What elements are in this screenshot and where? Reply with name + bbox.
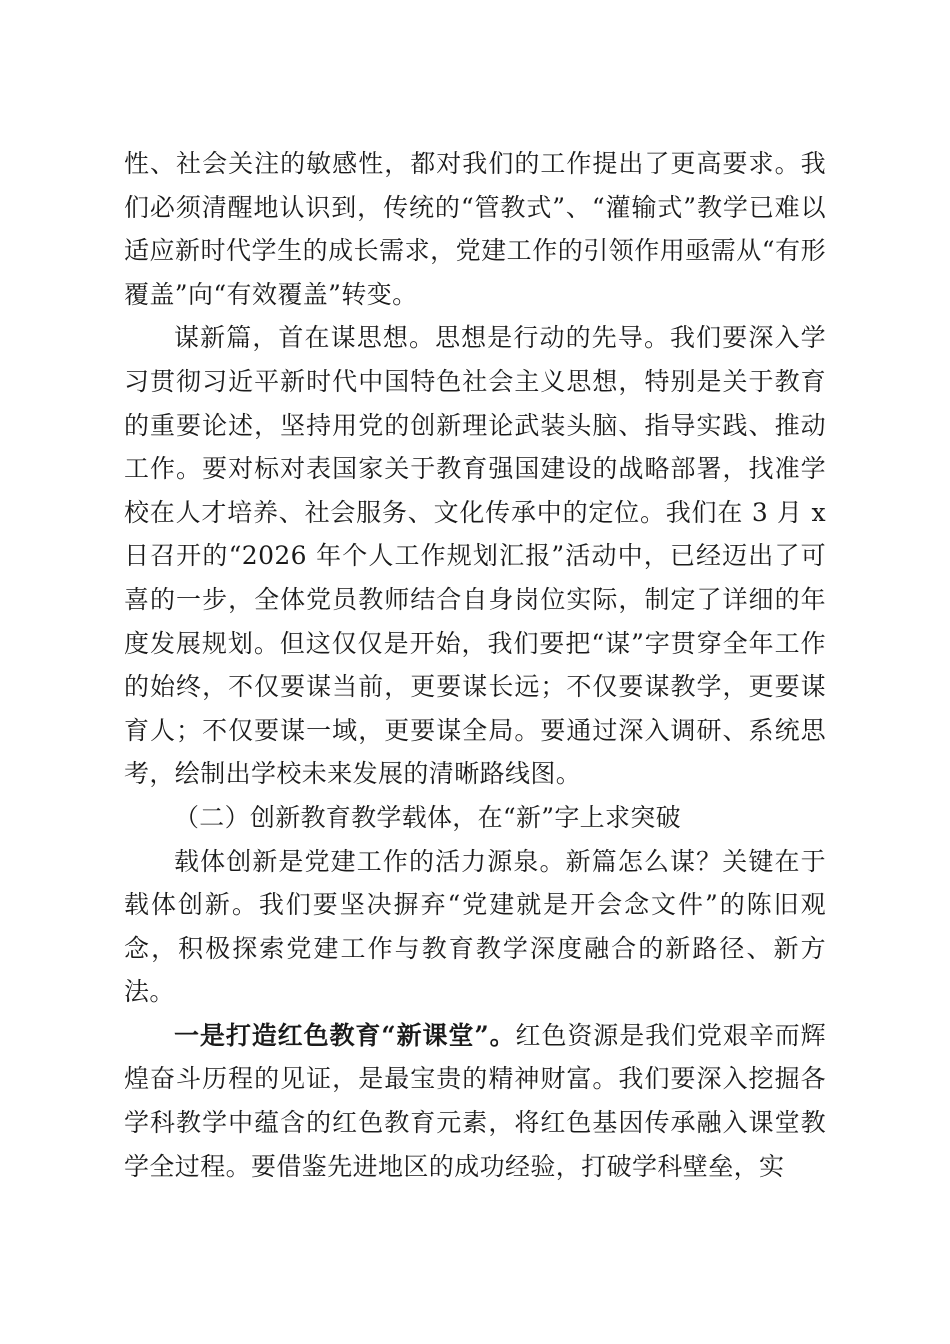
paragraph-body: 红色资源是我们党艰辛而辉煌奋斗历程的见证，是最宝贵的精神财富。我们要深入挖掘各学科教学中蕴含的红色教育元素，将红色基因传承融入课堂教学全过程。要借鉴先进地区的成功经验，打破学科壁垒，实 <box>124 1020 826 1181</box>
document-page <box>124 142 826 1188</box>
section-heading-2: （二）创新教育教学载体，在“新”字上求突破 <box>174 802 681 832</box>
paragraph-strategy-thinking: 谋新篇，首在谋思想。思想是行动的先导。我们要深入学习贯彻习近平新时代中国特色社会主义思想，特别是关于教育的重要论述，坚持用党的创新理论武装头脑、指导实践、推动工作。要对标对表国家关于教育强国建设的战略部署，找准学校在人才培养、社会服务、文化传承中的定位。我们在 3 月 x 日召开的“2026 年个人工作规划汇报”活动中，已经迈出了可喜的一步，全体党员教师结合自身岗位实际，制定了详细的年度发展规划。但这仅仅是开始，我们要把“谋”字贯穿全年工作的始终，不仅要谋当前，更要谋长远；不仅要谋教学，更要谋育人；不仅要谋一域，更要谋全局。要通过深入调研、系统思考，绘制出学校未来发展的清晰路线图。 <box>124 323 826 789</box>
paragraph-lead-bold: 一是打造红色教育“新课堂”。 <box>174 1020 516 1050</box>
paragraph-continuation: 性、社会关注的敏感性，都对我们的工作提出了更高要求。我们必须清醒地认识到，传统的“管教式”、“灌输式”教学已难以适应新时代学生的成长需求，党建工作的引领作用亟需从“有形覆盖”向“有效覆盖”转变。 <box>124 149 826 309</box>
paragraph-red-education <box>124 1014 826 1188</box>
paragraph-carrier-innovation: 载体创新是党建工作的活力源泉。新篇怎么谋？关键在于载体创新。我们要坚决摒弃“党建就是开会念文件”的陈旧观念，积极探索党建工作与教育教学深度融合的新路径、新方法。 <box>124 846 826 1007</box>
